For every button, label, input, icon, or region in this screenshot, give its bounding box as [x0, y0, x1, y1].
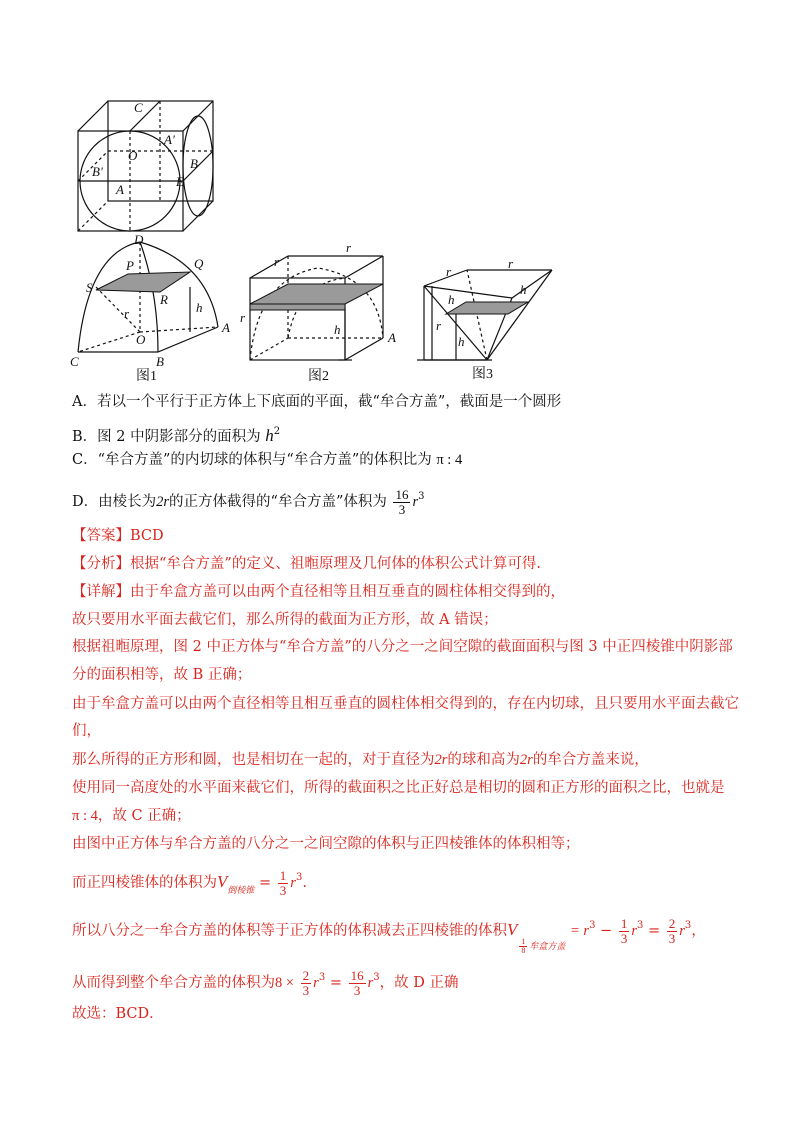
fig1-label-r: r: [124, 306, 130, 321]
fig2-label-h: h: [334, 322, 341, 337]
option-d-exp: 3: [418, 491, 425, 502]
fig2-label-r3: r: [240, 310, 246, 325]
detail-13-exp2: 3: [373, 972, 380, 983]
detail-line-2: 故只要用水平面去截它们，那么所得的截面为正方形，故 A 错误；: [72, 612, 498, 628]
detail-line-9: [72, 806, 191, 826]
detail-13-fraction2: $\frac{16}{3}$: [350, 967, 364, 998]
fig2-caption: 图2: [308, 369, 329, 384]
detail-7d: 2r: [519, 752, 533, 768]
detail-line-7: [72, 750, 649, 770]
detail-line-8: 使用同一高度处的水平面来截它们，所得的截面积之比正好总是相切的圆和正方形的面积之比，也就是: [72, 780, 725, 796]
label-E: E: [176, 174, 184, 189]
fig3-label-h1: h: [448, 292, 455, 307]
option-a-text: A．若以一个平行于正方体上下底面的平面，截“牟合方盖”，截面是一个圆形: [72, 394, 562, 410]
label-B-prime: B': [92, 164, 103, 179]
detail-11a: 而正四棱锥体的体积为: [72, 875, 217, 891]
detail-12-minus: −: [600, 923, 613, 939]
detail-12-fraction2: $\frac{2}{3}$: [668, 915, 676, 946]
detail-12-subfrac: $\frac{1}{8}$: [521, 937, 526, 955]
detail-12-exp1: 3: [589, 920, 596, 931]
detail-12-V: V: [507, 920, 518, 939]
analysis: 【分析】根据“牟合方盖”的定义、祖暅原理及几何体的体积公式计算可得.: [72, 556, 541, 572]
fig2-label-r1: r: [274, 254, 280, 269]
option-b: [72, 422, 280, 447]
fig3-label-r1: r: [446, 264, 452, 279]
option-c-text: C．“牟合方盖”的内切球的体积与“牟合方盖”的体积比为: [72, 452, 432, 468]
detail-13-fraction1: $\frac{2}{3}$: [302, 967, 310, 998]
option-d: [72, 480, 425, 519]
detail-line-3: 根据祖暅原理，图 2 中正方体与“牟合方盖”的八分之一之间空隙的截面面积与图 3 中正四棱锥中阴影部: [72, 639, 733, 655]
figure-1: [68, 232, 238, 382]
detail-12-eq2: =: [647, 923, 661, 939]
option-b-text: B．图 2 中阴影部分的面积为: [72, 429, 261, 445]
detail-13-r2: r: [367, 975, 374, 991]
detail-12-r3: r: [679, 923, 685, 939]
figure-3: [412, 256, 562, 386]
detail-7c: 的球和高为: [447, 752, 520, 768]
label-C: C: [134, 100, 143, 115]
option-d-2r: 2r: [156, 494, 170, 510]
option-c-ratio: π : 4: [436, 452, 463, 468]
fig1-label-A: A: [222, 320, 230, 335]
fig3-caption: 图3: [472, 367, 493, 382]
fig1-label-R: R: [160, 292, 168, 307]
option-c: [72, 450, 462, 470]
detail-12-end: ，: [691, 923, 706, 939]
detail-line-1: 【详解】由于牟盒方盖可以由两个直径相等且相互垂直的圆柱体相交得到的，: [72, 584, 565, 600]
detail-12-eq: = r: [570, 923, 590, 939]
detail-11-r: r: [290, 875, 296, 891]
option-d-text1: D．由棱长为: [72, 494, 157, 510]
detail-13-eq: =: [329, 975, 342, 991]
detail-7e: 的牟合方盖来说，: [532, 752, 649, 768]
detail-13a: 从而得到整个牟合方盖的体积为: [72, 975, 275, 991]
detail-line-4: 分的面积相等，故 B 正确；: [72, 667, 252, 683]
fig1-label-C: C: [70, 354, 79, 369]
detail-9a: π : 4: [72, 808, 98, 824]
fig1-label-O: O: [136, 332, 146, 347]
detail-12-exp3: 3: [684, 920, 692, 931]
fig1-label-Q: Q: [194, 256, 204, 271]
detail-12-exp2: 3: [636, 920, 644, 931]
detail-13c: ，故 D 正确: [379, 975, 459, 991]
detail-12a: 所以八分之一牟合方盖的体积等于正方体的体积减去正四棱锥的体积: [72, 923, 507, 939]
final-answer: 故选：BCD．: [72, 1006, 164, 1022]
option-d-fraction: $\frac{16}{3}$: [395, 486, 409, 517]
label-A: A: [116, 182, 124, 197]
detail-13b: 8 ×: [275, 975, 295, 991]
fig1-label-P: P: [126, 258, 134, 273]
label-A-prime: A': [164, 132, 175, 147]
detail-12-fraction1: $\frac{1}{3}$: [620, 915, 628, 946]
option-d-r: r: [412, 494, 419, 510]
detail-line-13: [72, 958, 458, 1003]
option-a: [72, 392, 561, 412]
detail-13-r1: r: [313, 975, 319, 991]
option-b-h: h: [265, 426, 274, 445]
detail-line-10: 由图中正方体与牟合方盖的八分之一之间空隙的体积与正四棱锥体的体积相等；: [72, 836, 580, 852]
detail-12-subtext: 牟盒方盖: [529, 941, 566, 951]
detail-7b: 2r: [434, 752, 448, 768]
detail-11-sub: 倒棱锥: [227, 886, 255, 896]
fig3-label-r3: r: [436, 318, 442, 333]
detail-11-end: .: [302, 875, 307, 891]
detail-11-exp: 3: [295, 872, 303, 883]
fig1-label-D: D: [134, 232, 144, 247]
option-b-exp: 2: [273, 426, 281, 437]
figure-2: [238, 238, 408, 384]
detail-11-V: V: [217, 872, 228, 891]
fig1-label-S: S: [86, 280, 93, 295]
cube-figure: [72, 96, 222, 236]
detail-13-exp1: 3: [318, 972, 326, 983]
fig3-label-h2: h: [520, 282, 527, 297]
answer: 【答案】BCD: [72, 528, 164, 544]
detail-11-eq: =: [259, 875, 272, 891]
fig1-label-h: h: [196, 300, 203, 315]
fig2-label-r2: r: [346, 240, 352, 255]
detail-12-r2: r: [631, 923, 637, 939]
detail-line-5: 由于牟盒方盖可以由两个直径相等且相互垂直的圆柱体相交得到的，存在内切球，且只要用水平面去截它: [72, 696, 739, 712]
detail-7a: 那么所得的正方形和圆，也是相切在一起的，对于直径为: [72, 752, 435, 768]
fig1-caption: 图1: [136, 369, 157, 382]
option-d-text2: 的正方体截得的“牟合方盖”体积为: [169, 494, 387, 510]
fig2-label-A: A: [388, 330, 396, 345]
detail-line-6: 们，: [72, 723, 101, 739]
fig3-label-h3: h: [458, 334, 465, 349]
fig3-label-r2: r: [508, 256, 514, 271]
detail-9b: ，故 C 正确；: [97, 808, 191, 824]
label-O: O: [128, 148, 138, 163]
detail-11-fraction: $\frac{1}{3}$: [279, 867, 287, 898]
fig1-label-B: B: [156, 354, 164, 369]
label-B: B: [190, 156, 198, 171]
